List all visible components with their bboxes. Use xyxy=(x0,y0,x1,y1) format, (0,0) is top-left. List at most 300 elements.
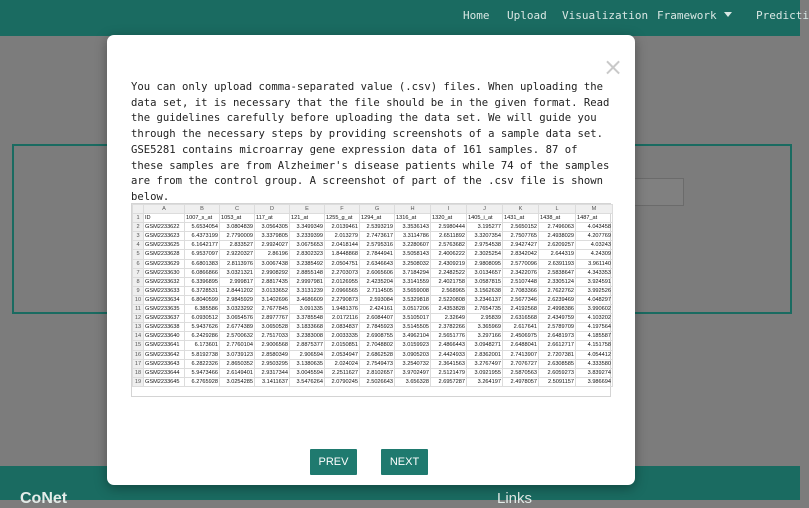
table-cell: 3.0564305 xyxy=(255,223,290,232)
table-cell: 6.3728531 xyxy=(185,286,220,295)
row-number: 12 xyxy=(133,314,144,323)
table-cell: 2.5121479 xyxy=(431,368,467,377)
table-cell: 2.3782266 xyxy=(431,323,467,332)
sheet-column-letter: F xyxy=(325,205,360,214)
table-cell: 6.2765928 xyxy=(185,377,220,386)
table-cell: 3.7184294 xyxy=(395,268,431,277)
table-cell: 2.9845929 xyxy=(220,295,255,304)
table-cell: 2.8875377 xyxy=(290,341,325,350)
table-cell: 3.0739123 xyxy=(220,350,255,359)
table-cell: 2.9317344 xyxy=(255,368,290,377)
table-cell: 2.0966565 xyxy=(325,286,360,295)
table-cell: 3.3131239 xyxy=(290,286,325,295)
sheet-column-letter: K xyxy=(503,205,539,214)
table-cell: 3.0159923 xyxy=(395,341,431,350)
table-cell: 2.5770096 xyxy=(503,259,539,268)
table-row xyxy=(133,250,613,259)
table-cell: 2.7473617 xyxy=(360,232,395,241)
table-cell: 1.9481376 xyxy=(325,305,360,314)
row-number: 1 xyxy=(133,214,144,223)
table-cell: 3.1380635 xyxy=(290,359,325,368)
table-cell: 3.0321321 xyxy=(220,268,255,277)
table-cell: 2.0139461 xyxy=(325,223,360,232)
table-cell: 2.2790873 xyxy=(325,295,360,304)
table-cell: 2.4021758 xyxy=(431,277,467,286)
table-cell: 2.0172116 xyxy=(325,314,360,323)
table-cell: 6.1642177 xyxy=(185,241,220,250)
table-cell: 2.6346643 xyxy=(360,259,395,268)
table-cell: 1.8448868 xyxy=(325,250,360,259)
row-number: 16 xyxy=(133,350,144,359)
table-cell: 3.2767497 xyxy=(467,359,503,368)
table-cell: 3.5105017 xyxy=(395,314,431,323)
table-cell: 2.95839 xyxy=(467,314,503,323)
footer-links-heading: Links xyxy=(497,490,533,507)
sheet-column-letter: L xyxy=(539,205,576,214)
table-cell: 1438_at xyxy=(539,214,576,223)
table-cell: 3.1402696 xyxy=(255,295,290,304)
table-cell: 6.8040599 xyxy=(185,295,220,304)
table-row xyxy=(133,341,613,350)
table-cell: 2.6209257 xyxy=(539,241,576,250)
table-cell: 2.4353828 xyxy=(431,305,467,314)
nav-framework-dropdown[interactable]: Framework xyxy=(657,9,717,22)
table-cell: 2.6391193 xyxy=(539,259,576,268)
table-cell: 2.9006568 xyxy=(255,341,290,350)
table-cell: GSM2233628 xyxy=(144,250,185,259)
table-cell: 2.8650352 xyxy=(220,359,255,368)
table-cell: 2.9427427 xyxy=(503,241,539,250)
table-cell: 3.5058143 xyxy=(395,250,431,259)
table-row xyxy=(133,350,613,359)
table-cell: 4.048297 xyxy=(576,295,613,304)
footer-brand: CoNet xyxy=(20,490,68,507)
table-cell: 1320_at xyxy=(431,214,467,223)
table-cell: 2.9503295 xyxy=(255,359,290,368)
table-cell: 3.195277 xyxy=(467,223,503,232)
table-cell: 3.0045594 xyxy=(290,368,325,377)
table-cell: 2.5789709 xyxy=(539,323,576,332)
table-cell: 2.4349759 xyxy=(539,314,576,323)
table-cell: 2.0834837 xyxy=(325,323,360,332)
sheet-column-letter: H xyxy=(395,205,431,214)
table-cell: 2.7083366 xyxy=(503,286,539,295)
table-cell: 2.7790009 xyxy=(220,232,255,241)
table-cell: GSM2233638 xyxy=(144,323,185,332)
table-cell: 2.7549473 xyxy=(360,359,395,368)
table-cell: 3.2385492 xyxy=(290,259,325,268)
prev-button[interactable]: PREV xyxy=(310,449,357,475)
table-cell: GSM2233625 xyxy=(144,241,185,250)
sheet-column-letter: D xyxy=(255,205,290,214)
nav-prediction-link[interactable]: Predicti xyxy=(756,9,809,22)
table-cell: 2.7076727 xyxy=(503,359,539,368)
table-cell: 2.6511892 xyxy=(431,232,467,241)
table-cell: GSM2233622 xyxy=(144,223,185,232)
table-cell: 6.0866866 xyxy=(185,268,220,277)
table-row xyxy=(133,286,613,295)
table-cell: 2.617641 xyxy=(503,323,539,332)
table-cell: 2.4866443 xyxy=(431,341,467,350)
table-cell: 2.6957287 xyxy=(431,377,467,386)
table-cell: 2.5700632 xyxy=(220,332,255,341)
table-cell: 3.0905203 xyxy=(395,350,431,359)
table-cell: 3.4962104 xyxy=(395,332,431,341)
table-cell: 2.8817435 xyxy=(255,277,290,286)
table-cell: GSM2233635 xyxy=(144,305,185,314)
table-cell: 3.3499349 xyxy=(290,223,325,232)
table-cell: 3.3114786 xyxy=(395,232,431,241)
table-cell: 2.0150851 xyxy=(325,341,360,350)
table-cell: 2.4424933 xyxy=(431,350,467,359)
table-cell: 2.644319 xyxy=(539,250,576,259)
table-cell: 3.5145505 xyxy=(395,323,431,332)
table-cell: 2.3025254 xyxy=(467,250,503,259)
table-cell: 6.3396895 xyxy=(185,277,220,286)
table-cell: 2.8855148 xyxy=(290,268,325,277)
row-number: 18 xyxy=(133,368,144,377)
table-cell: 2.6862528 xyxy=(360,350,395,359)
table-cell: 2.5107448 xyxy=(503,277,539,286)
table-cell: 2.0534947 xyxy=(325,350,360,359)
table-cell: 3.0804839 xyxy=(220,223,255,232)
table-cell: 4.343353 xyxy=(576,268,613,277)
table-cell: 2.6084407 xyxy=(360,314,395,323)
table-cell: 2.5838647 xyxy=(539,268,576,277)
row-number: 10 xyxy=(133,295,144,304)
table-row xyxy=(133,377,613,386)
table-cell: GSM2233644 xyxy=(144,368,185,377)
table-row xyxy=(133,241,613,250)
table-cell: 2.6308585 xyxy=(539,359,576,368)
table-cell: GSM2233643 xyxy=(144,359,185,368)
table-row xyxy=(133,223,613,232)
sheet-column-letter: C xyxy=(220,205,255,214)
table-cell: 2.5650152 xyxy=(503,223,539,232)
table-cell: 2.6149401 xyxy=(220,368,255,377)
table-cell: 3.839274 xyxy=(576,368,613,377)
table-cell: 3.297166 xyxy=(467,332,503,341)
table-cell: 3.3379805 xyxy=(255,232,290,241)
table-cell: 2.8342042 xyxy=(503,250,539,259)
table-cell: ID xyxy=(144,214,185,223)
table-cell: 3.986694 xyxy=(576,377,613,386)
table-cell: 6.0930512 xyxy=(185,314,220,323)
table-row xyxy=(133,295,613,304)
nav-home-link[interactable]: Home xyxy=(463,9,490,22)
table-cell: 2.6612717 xyxy=(539,341,576,350)
table-cell: 3.992526 xyxy=(576,286,613,295)
table-row xyxy=(133,305,613,314)
table-cell: 3.990602 xyxy=(576,305,613,314)
table-cell: 2.5980444 xyxy=(431,223,467,232)
close-icon[interactable]: × xyxy=(602,53,624,81)
table-row xyxy=(133,332,613,341)
table-cell: 2.6481973 xyxy=(539,332,576,341)
table-cell: 2.6488041 xyxy=(503,341,539,350)
table-cell: 3.1562638 xyxy=(467,286,503,295)
table-cell: 3.4686609 xyxy=(290,295,325,304)
table-cell: 4.197564 xyxy=(576,323,613,332)
table-cell: 3.0134657 xyxy=(467,268,503,277)
row-number: 7 xyxy=(133,268,144,277)
row-number: 5 xyxy=(133,250,144,259)
table-cell: 2.4998386 xyxy=(539,305,576,314)
table-cell: 4.043458 xyxy=(576,223,613,232)
table-cell: 4.151758 xyxy=(576,341,613,350)
csv-sample-table xyxy=(132,204,613,387)
table-cell: 3.0517206 xyxy=(395,305,431,314)
table-cell: 1405_i_at xyxy=(467,214,503,223)
table-cell: GSM2233630 xyxy=(144,268,185,277)
table-cell: 4.185587 xyxy=(576,332,613,341)
table-cell: 6.173601 xyxy=(185,341,220,350)
table-cell: 3.0650528 xyxy=(255,323,290,332)
table-cell: 2.6908755 xyxy=(360,332,395,341)
table-cell: 2.833527 xyxy=(220,241,255,250)
table-cell: 2.5220808 xyxy=(431,295,467,304)
table-cell: 2.6316568 xyxy=(503,314,539,323)
table-row xyxy=(133,368,613,377)
table-cell: 2.7622762 xyxy=(539,286,576,295)
table-row xyxy=(133,359,613,368)
row-number: 11 xyxy=(133,305,144,314)
table-cell: 3.924591 xyxy=(576,277,613,286)
table-cell: 1294_at xyxy=(360,214,395,223)
table-cell: 3.0587815 xyxy=(467,277,503,286)
table-cell: 3.0067438 xyxy=(255,259,290,268)
table-cell: 2.4938029 xyxy=(539,232,576,241)
table-cell: 3.1411637 xyxy=(255,377,290,386)
table-cell: 1316_at xyxy=(395,214,431,223)
table-cell: 2.4235204 xyxy=(360,277,395,286)
table-row xyxy=(133,314,613,323)
table-cell: 2.5091157 xyxy=(539,377,576,386)
table-cell: 1255_g_at xyxy=(325,214,360,223)
sheet-column-letter: A xyxy=(144,205,185,214)
table-cell: 2.0790245 xyxy=(325,377,360,386)
table-cell: 2.5677346 xyxy=(503,295,539,304)
table-cell: 2.5651776 xyxy=(431,332,467,341)
table-cell: 2.8102657 xyxy=(360,368,395,377)
table-cell: 6.2429286 xyxy=(185,332,220,341)
nav-upload-link[interactable]: Upload xyxy=(507,9,547,22)
table-cell: 3.5659008 xyxy=(395,286,431,295)
table-cell: 2.9220327 xyxy=(220,250,255,259)
table-cell: 3.3785548 xyxy=(290,314,325,323)
table-cell: 3.2339399 xyxy=(290,232,325,241)
table-cell: 2.013279 xyxy=(325,232,360,241)
table-cell: 1007_s_at xyxy=(185,214,220,223)
table-cell: 2.2511627 xyxy=(325,368,360,377)
table-cell: 121_at xyxy=(290,214,325,223)
table-cell: 3.2346137 xyxy=(467,295,503,304)
table-row xyxy=(133,214,613,223)
table-cell: 2.8113976 xyxy=(220,259,255,268)
row-number: 4 xyxy=(133,241,144,250)
table-cell: 1487_at xyxy=(576,214,613,223)
table-cell: 2.4506975 xyxy=(503,332,539,341)
table-row xyxy=(133,323,613,332)
row-number: 2 xyxy=(133,223,144,232)
table-cell: GSM2233645 xyxy=(144,377,185,386)
nav-visualization-link[interactable]: Visualization xyxy=(562,9,649,22)
row-number: 9 xyxy=(133,286,144,295)
table-cell: GSM2233640 xyxy=(144,332,185,341)
table-cell: 2.2703073 xyxy=(325,268,360,277)
table-cell: 2.8302323 xyxy=(290,250,325,259)
table-cell: 2.6239469 xyxy=(539,295,576,304)
table-cell: 3.0948271 xyxy=(467,341,503,350)
table-cell: 2.8977767 xyxy=(255,314,290,323)
table-cell: 2.7496063 xyxy=(539,223,576,232)
table-cell: 2.8441202 xyxy=(220,286,255,295)
table-cell: 3.0254285 xyxy=(220,377,255,386)
table-cell: 2.0126955 xyxy=(325,277,360,286)
table-cell: 2.6059273 xyxy=(539,368,576,377)
table-cell: 3.0133652 xyxy=(255,286,290,295)
next-button[interactable]: NEXT xyxy=(381,449,428,475)
table-cell: GSM2233623 xyxy=(144,232,185,241)
table-cell: 2.5393219 xyxy=(360,223,395,232)
table-cell: 2.7413907 xyxy=(503,350,539,359)
upload-file-input[interactable] xyxy=(632,178,684,206)
table-cell: 6.385586 xyxy=(185,305,220,314)
table-cell: 2.8580349 xyxy=(255,350,290,359)
table-cell: 2.5763682 xyxy=(431,241,467,250)
table-cell: 2.7844941 xyxy=(360,250,395,259)
table-cell: GSM2233637 xyxy=(144,314,185,323)
row-number: 19 xyxy=(133,377,144,386)
table-cell: 2.424161 xyxy=(360,305,395,314)
csv-screenshot xyxy=(131,203,611,397)
top-navbar xyxy=(0,0,809,36)
sheet-column-letter: B xyxy=(185,205,220,214)
table-cell: 2.5795316 xyxy=(360,241,395,250)
table-cell: GSM2233629 xyxy=(144,259,185,268)
table-cell: 2.999817 xyxy=(220,277,255,286)
table-cell: 4.24309 xyxy=(576,250,613,259)
table-cell: 3.1833668 xyxy=(290,323,325,332)
table-cell: 3.961140 xyxy=(576,259,613,268)
table-cell: 2.024024 xyxy=(325,359,360,368)
table-cell: 2.9908292 xyxy=(255,268,290,277)
table-cell: 6.2822326 xyxy=(185,359,220,368)
table-cell: 2.7507765 xyxy=(503,232,539,241)
table-cell: 2.7207381 xyxy=(539,350,576,359)
table-cell: 2.9997981 xyxy=(290,277,325,286)
table-cell: 3.2383008 xyxy=(290,332,325,341)
table-cell: 2.7517033 xyxy=(255,332,290,341)
table-cell: 2.7048802 xyxy=(360,341,395,350)
table-cell: 2.0418144 xyxy=(325,241,360,250)
sheet-column-letter: J xyxy=(467,205,503,214)
table-cell: 3.264197 xyxy=(467,377,503,386)
table-cell: 2.9754538 xyxy=(467,241,503,250)
table-cell: 5.9473466 xyxy=(185,368,220,377)
table-row xyxy=(133,232,613,241)
table-cell: 2.32649 xyxy=(431,314,467,323)
table-cell: 2.7845923 xyxy=(360,323,395,332)
table-cell: 3.3207354 xyxy=(467,232,503,241)
table-cell: 3.2508032 xyxy=(395,259,431,268)
upload-guide-modal xyxy=(107,35,635,485)
table-cell: 2.0504751 xyxy=(325,259,360,268)
table-cell: 3.0323292 xyxy=(220,305,255,314)
table-cell: 2.7677845 xyxy=(255,305,290,314)
row-number: 15 xyxy=(133,341,144,350)
table-cell: 3.3141559 xyxy=(395,277,431,286)
table-cell: 2.4978057 xyxy=(503,377,539,386)
chevron-down-icon xyxy=(724,12,732,17)
table-cell: 2.7760104 xyxy=(220,341,255,350)
table-cell: 2.568965 xyxy=(431,286,467,295)
table-cell: 2.4309219 xyxy=(431,259,467,268)
table-cell: 6.4373199 xyxy=(185,232,220,241)
row-number: 8 xyxy=(133,277,144,286)
table-cell: 6.6801383 xyxy=(185,259,220,268)
table-row xyxy=(133,277,613,286)
table-cell: 2.9808095 xyxy=(467,259,503,268)
table-cell: 5.9437626 xyxy=(185,323,220,332)
sheet-column-letter: E xyxy=(290,205,325,214)
sheet-column-header-row xyxy=(133,205,613,214)
table-cell: GSM2233642 xyxy=(144,350,185,359)
table-cell: 2.6065606 xyxy=(360,268,395,277)
table-cell: 3.656328 xyxy=(395,377,431,386)
table-cell: 2.7114505 xyxy=(360,286,395,295)
sheet-column-letter: I xyxy=(431,205,467,214)
table-cell: 4.207769 xyxy=(576,232,613,241)
table-row xyxy=(133,259,613,268)
row-number: 14 xyxy=(133,332,144,341)
table-cell: 3.2280607 xyxy=(395,241,431,250)
table-cell: 2.906594 xyxy=(290,350,325,359)
table-cell: 2.3641563 xyxy=(431,359,467,368)
modal-description: You can only upload comma-separated value (.csv) files. When uploading the data set, it is necessary that the file should be in the given format. Read the guidelines carefully before uploading the data set. We will guide you through the necessary steps by providing screenshots of a sample data set. GSE5281 contains microarray gene expression data of 161 samples. 87 of these samples are from Alzheimer's disease patients while 74 of the samples are from the control group. A screenshot of part of the .csv file is shown below. xyxy=(131,81,610,203)
table-cell: 2.4006222 xyxy=(431,250,467,259)
table-cell: 3.0921955 xyxy=(467,368,503,377)
table-cell: GSM2233641 xyxy=(144,341,185,350)
table-cell: GSM2233633 xyxy=(144,286,185,295)
table-cell: 2.3422076 xyxy=(503,268,539,277)
table-cell: 5.8192738 xyxy=(185,350,220,359)
row-number: 17 xyxy=(133,359,144,368)
sheet-corner-cell xyxy=(133,205,144,214)
row-number: 6 xyxy=(133,259,144,268)
table-cell: 2.86196 xyxy=(255,250,290,259)
table-cell: 3.9702497 xyxy=(395,368,431,377)
table-cell: 117_at xyxy=(255,214,290,223)
table-row xyxy=(133,268,613,277)
table-cell: 2.5870563 xyxy=(503,368,539,377)
table-cell: 3.2540732 xyxy=(395,359,431,368)
table-cell: 2.3305124 xyxy=(539,277,576,286)
table-cell: 6.9537097 xyxy=(185,250,220,259)
table-cell: 3.3536143 xyxy=(395,223,431,232)
table-cell: 3.091335 xyxy=(290,305,325,314)
table-cell: 4.333580 xyxy=(576,359,613,368)
sheet-column-letter: M xyxy=(576,205,613,214)
table-cell: 3.0654576 xyxy=(220,314,255,323)
table-cell: GSM2233632 xyxy=(144,277,185,286)
table-cell: 2.2482522 xyxy=(431,268,467,277)
table-cell: 2.7654735 xyxy=(467,305,503,314)
table-cell: 3.5476264 xyxy=(290,377,325,386)
table-cell: 2.6774389 xyxy=(220,323,255,332)
table-cell: 1431_at xyxy=(503,214,539,223)
table-cell: 2.0033335 xyxy=(325,332,360,341)
